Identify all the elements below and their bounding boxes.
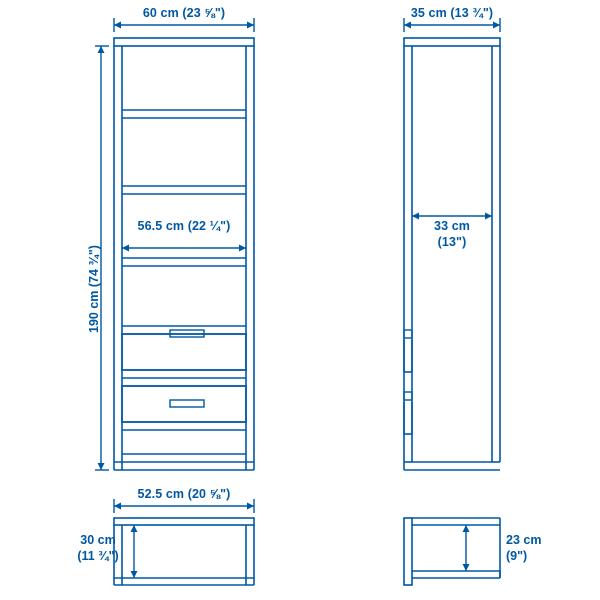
front-width-label: 60 cm (23 ⅝") <box>142 6 226 20</box>
side-depth-label: 35 cm (13 ¾") <box>410 6 494 20</box>
drawer-side-depth-label-line2: (9") <box>506 549 528 563</box>
front-inner-width-label: 56.5 cm (22 ¼") <box>137 219 231 233</box>
side-inner-depth-label-line1: 33 cm <box>434 219 470 233</box>
drawer-front-height-label-line1: 30 cm <box>80 533 116 547</box>
drawer-front-width-label: 52.5 cm (20 ⅝") <box>137 487 231 501</box>
side-inner-depth-label-line2: (13") <box>437 235 467 249</box>
front-height-label: 190 cm (74 ¾") <box>87 245 101 333</box>
drawer-side-depth-label-line1: 23 cm <box>506 533 542 547</box>
drawer-front-height-label-line2: (11 ¾") <box>77 549 119 563</box>
